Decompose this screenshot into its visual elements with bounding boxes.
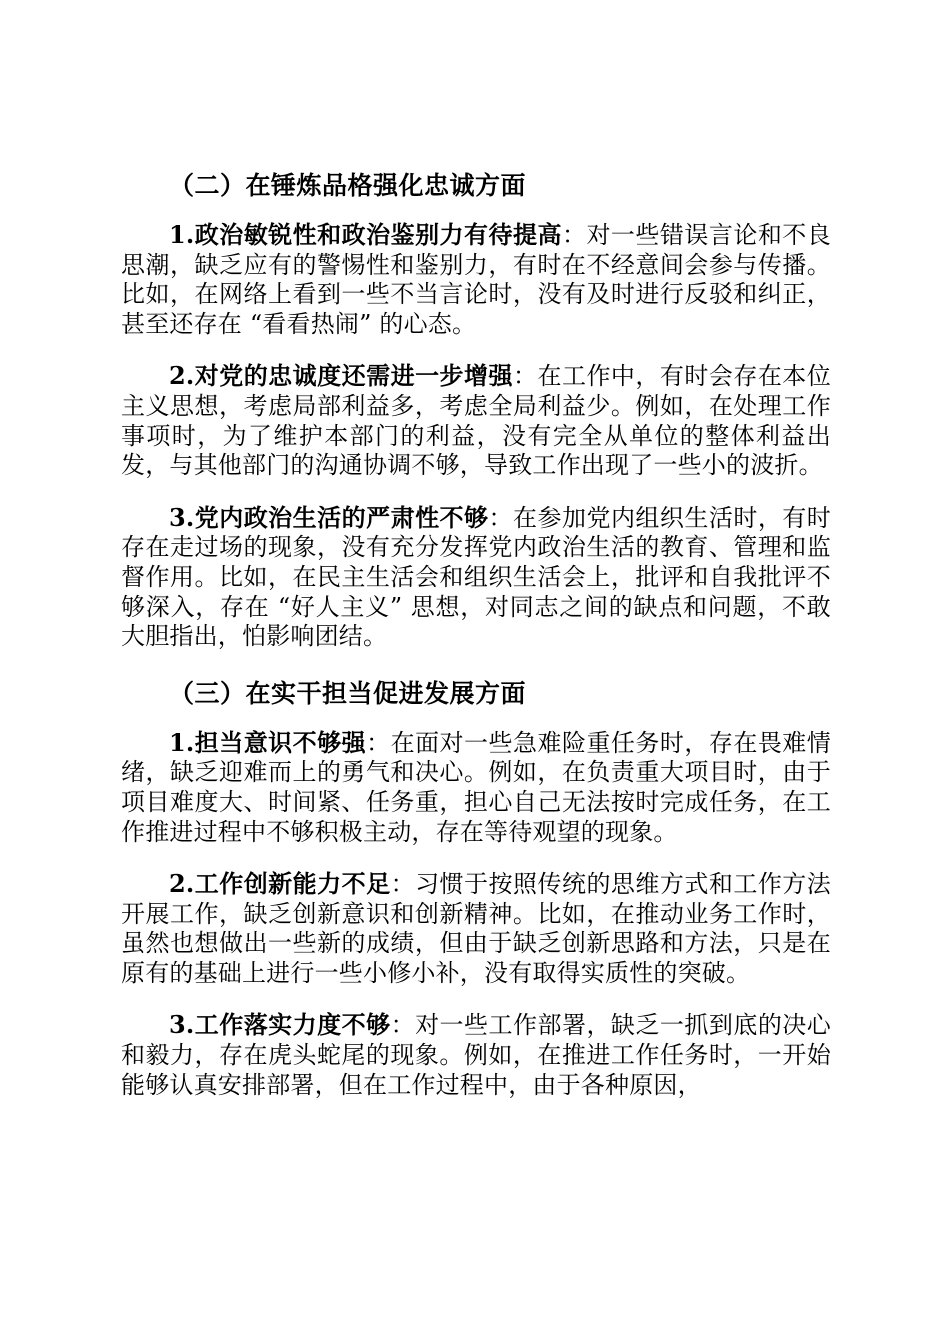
paragraph-2-3 [121, 503, 831, 652]
paragraph-2-2 [121, 361, 831, 480]
paragraph-text: ：在面对一些急难险重任务时，存在畏难情绪，缺乏迎难而上的勇气和决心。例如，在负责重大项目时，由于项目难度大、时间紧、任务重，担心自己无法按时完成任务，在工作推进过程中不够积极主动，存在等待观望的现象。 [121, 728, 831, 846]
paragraph-3-1 [121, 728, 831, 847]
paragraph-3-2 [121, 869, 831, 988]
paragraph-3-3 [121, 1010, 831, 1100]
paragraph-text: ：习惯于按照传统的思维方式和工作方法开展工作，缺乏创新意识和创新精神。比如，在推动业务工作时，虽然也想做出一些新的成绩，但由于缺乏创新思路和方法，只是在原有的基础上进行一些小修小补，没有取得实质性的突破。 [121, 870, 831, 987]
paragraph-2-1 [121, 220, 831, 339]
paragraph-lead: 1.担当意识不够强 [169, 727, 367, 757]
paragraph-lead: 2.对党的忠诚度还需进一步增强 [169, 361, 513, 391]
paragraph-text: ：对一些错误言论和不良思潮，缺乏应有的警惕性和鉴别力，有时在不经意间会参与传播。比如，在网络上看到一些不当言论时，没有及时进行反驳和纠正，甚至还存在 “看看热闹” 的心态。 [121, 221, 831, 338]
paragraph-lead: 2.工作创新能力不足 [169, 869, 391, 899]
paragraph-lead: 1.政治敏锐性和政治鉴别力有待提高 [169, 220, 562, 249]
paragraph-text: ：在参加党内组织生活时，有时存在走过场的现象，没有充分发挥党内政治生活的教育、管理和监督作用。比如，在民主生活会和组织生活会上，批评和自我批评不够深入，存在 “好人主义” 思想，对同志之间的缺点和问题，不敢大胆指出，怕影响团结。 [121, 503, 831, 651]
section-heading-2: （二）在锤炼品格强化忠诚方面 [169, 171, 527, 200]
paragraph-text: ：在工作中，有时会存在本位主义思想，考虑局部利益多，考虑全局利益少。例如，在处理工作事项时，为了维护本部门的利益，没有完全从单位的整体利益出发，与其他部门的沟通协调不够，导致工作出现了一些小的波折。 [121, 362, 831, 480]
section-heading-3: （三）在实干担当促进发展方面 [169, 678, 527, 708]
paragraph-lead: 3.工作落实力度不够 [169, 1010, 391, 1040]
document-body [121, 166, 831, 1122]
paragraph-lead: 3.党内政治生活的严肃性不够 [169, 502, 489, 532]
paragraph-text: ：对一些工作部署，缺乏一抓到底的决心和毅力，存在虎头蛇尾的现象。例如，在推进工作任务时，一开始能够认真安排部署，但在工作过程中，由于各种原因， [121, 1011, 831, 1099]
